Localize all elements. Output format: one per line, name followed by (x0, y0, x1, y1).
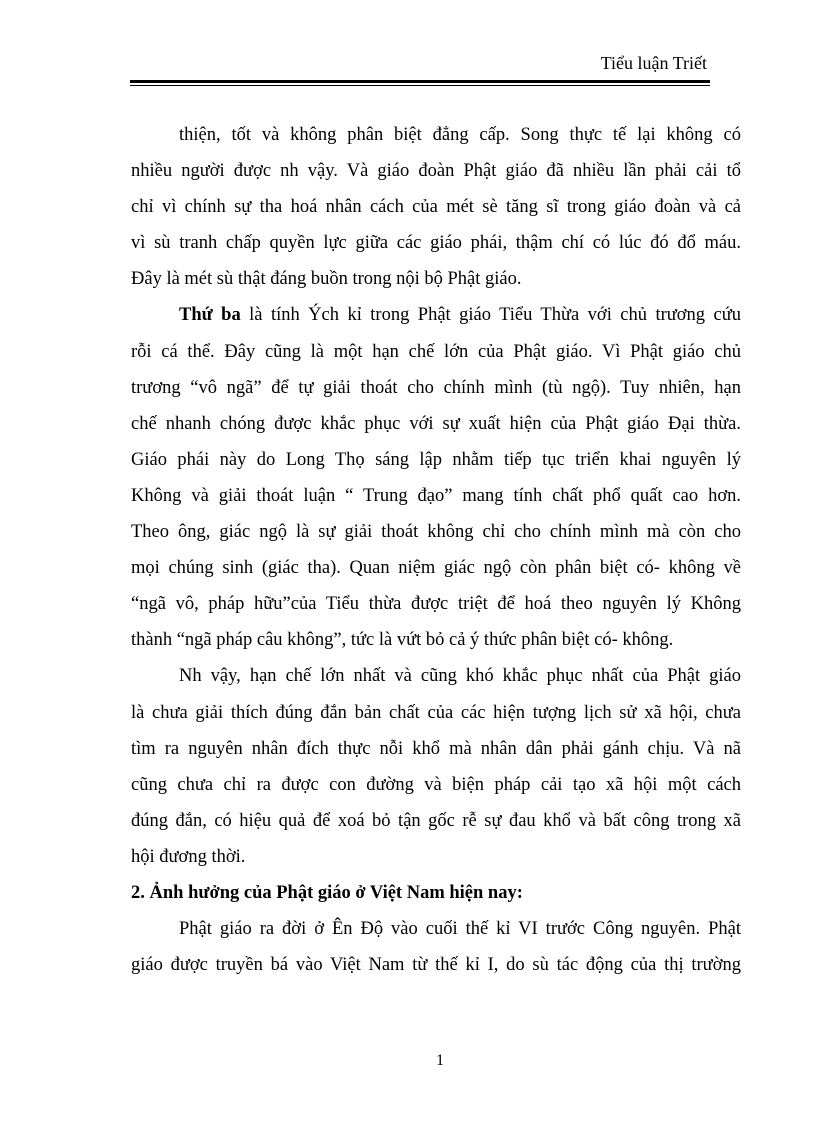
text-line: rỗi cá thể. Đây cũng là một hạn chế lớn của Phật giáo. Vì Phật giáo chủ (131, 341, 741, 362)
text-line: Đây là mét sù thật đáng buồn trong nội bộ Phật giáo. (131, 269, 522, 290)
paragraph-1 (131, 117, 741, 297)
text-line: hội đương thời. (131, 846, 246, 867)
text-line: Giáo phái này do Long Thọ sáng lập nhằm tiếp tục triển khai nguyên lý (131, 449, 741, 470)
text-line: giáo được truyền bá vào Việt Nam từ thế kỉ I, do sù tác động của thị trường (131, 955, 741, 976)
text-line: chỉ vì chính sự tha hoá nhân cách của mét sè tăng sĩ trong giáo đoàn và cả (131, 197, 741, 218)
text-line: vì sù tranh chấp quyền lực giữa các giáo phái, thậm chí có lúc đó đổ máu. (131, 233, 741, 254)
text-line: là chưa giải thích đúng đắn bản chất của các hiện tượng lịch sử xã hội, chưa (131, 702, 741, 723)
header-title: Tiểu luận Triết (600, 53, 707, 73)
text-line: cũng chưa chỉ ra được con đường và biện pháp cải tạo xã hội một cách (131, 774, 741, 795)
bold-lead: Thứ ba (179, 305, 241, 326)
paragraph-3 (131, 658, 741, 875)
text-line: tìm ra nguyên nhân đích thực nỗi khổ mà nhân dân phải gánh chịu. Và nã (131, 738, 741, 759)
document-body (131, 117, 741, 983)
text-line: Phật giáo ra đời ở Ên Độ vào cuối thế kỉ VI trước Công nguyên. Phật (179, 919, 741, 940)
text-line-with-lead (131, 297, 741, 333)
text-line: Nh vậy, hạn chế lớn nhất và cũng khó khắc phục nhất của Phật giáo (179, 666, 741, 687)
section-heading: 2. Ảnh hưởng của Phật giáo ở Việt Nam hiện nay: (131, 882, 523, 903)
text-line: chế nhanh chóng được khắc phục với sự xuất hiện của Phật giáo Đại thừa. (131, 413, 741, 434)
text-line: Theo ông, giác ngộ là sự giải thoát không chỉ cho chính mình mà còn cho (131, 522, 741, 543)
page-footer (0, 1052, 816, 1070)
header-rule-thick (130, 80, 710, 83)
page-number: 1 (436, 1052, 444, 1069)
text-line: trương “vô ngã” để tự giải thoát cho chính mình (tù ngộ). Tuy nhiên, hạn (131, 377, 741, 398)
text-line: mọi chúng sinh (giác tha). Quan niệm giác ngộ còn phân biệt có- không về (131, 558, 741, 579)
text-line: đúng đắn, có hiệu quả để xoá bỏ tận gốc rễ sự đau khổ và bất công trong xã (131, 810, 741, 831)
text-line: “ngã vô, pháp hữu”của Tiểu thừa được triệt để hoá theo nguyên lý Không (131, 594, 741, 615)
text-line: nhiều người được nh vậy. Và giáo đoàn Phật giáo đã nhiều lần phải cải tổ (131, 161, 741, 182)
page-header (130, 50, 710, 86)
text-line: thành “ngã pháp câu không”, tức là vứt bỏ cả ý thức phân biệt có- không. (131, 630, 674, 651)
header-rule-thin (130, 85, 710, 86)
text-line: thiện, tốt và không phân biệt đẳng cấp. Song thực tế lại không có (179, 125, 741, 145)
text-line: Không và giải thoát luận “ Trung đạo” mang tính chất phổ quất cao hơn. (131, 485, 741, 506)
paragraph-2 (131, 297, 741, 658)
paragraph-4 (131, 911, 741, 983)
text-fragment: là tính Ých kỉ trong Phật giáo Tiểu Thừa với chủ trương cứu (240, 305, 741, 326)
